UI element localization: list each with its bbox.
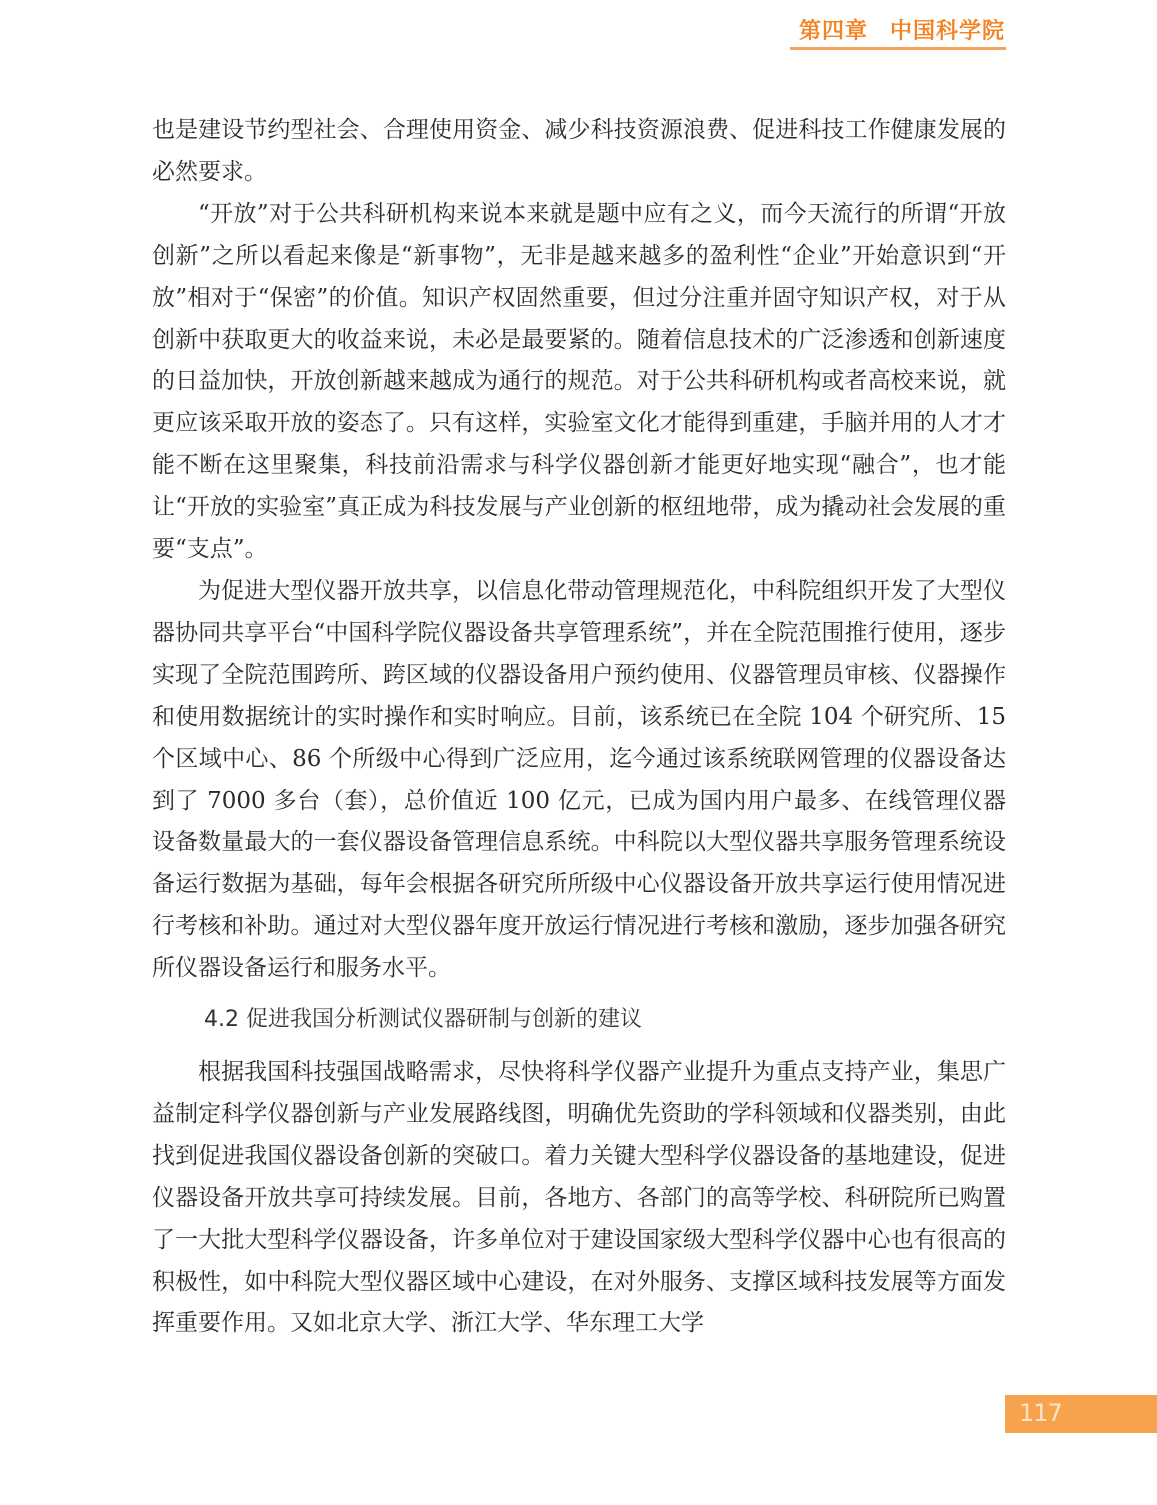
header-underline [790,47,1006,50]
paragraph: “开放”对于公共科研机构来说本来就是题中应有之义，而今天流行的所谓“开放创新”之所以看起来像是“新事物”，无非是越来越多的盈利性“企业”开始意识到“开放”相对于“保密”的价值。知识产权固然重要，但过分注重并固守知识产权，对于从创新中获取更大的收益来说，未必是最要紧的。随着信息技术的广泛渗透和创新速度的日益加快，开放创新越来越成为通行的规范。对于公共科研机构或者高校来说，就更应该采取开放的姿态了。只有这样，实验室文化才能得到重建，手脑并用的人才才能不断在这里聚集，科技前沿需求与科学仪器创新才能更好地实现“融合”，也才能让“开放的实验室”真正成为科技发展与产业创新的枢纽地带，成为撬动社会发展的重要“支点”。 [152,200,1006,563]
chapter-title: 中国科学院 [889,19,1005,44]
page-number: 117 [1019,1399,1062,1427]
chapter-header [799,14,1005,45]
chapter-label: 第四章 [798,19,868,44]
page-number-box [1005,1395,1157,1433]
paragraph: 为促进大型仪器开放共享，以信息化带动管理规范化，中科院组织开发了大型仪器协同共享平台“中国科学院仪器设备共享管理系统”，并在全院范围推行使用，逐步实现了全院范围跨所、跨区域的仪器设备用户预约使用、仪器管理员审核、仪器操作和使用数据统计的实时操作和实时响应。目前，该系统已在全院 104 个研究所、15 个区域中心、86 个所级中心得到广泛应用，迄今通过该系统联网管理的仪器设备达到了 7000 多台（套），总价值近 100 亿元，已成为国内用户最多、在线管理仪器设备数量最大的一套仪器设备管理信息系统。中科院以大型仪器共享服务管理系统设备运行数据为基础，每年会根据各研究所所级中心仪器设备开放共享运行使用情况进行考核和补助。通过对大型仪器年度开放运行情况进行考核和激励，逐步加强各研究所仪器设备运行和服务水平。 [152,577,1006,982]
body-text [152,110,1006,1345]
paragraph-continued: 也是建设节约型社会、合理使用资金、减少科技资源浪费、促进科技工作健康发展的必然要求。 [152,117,1006,185]
section-heading: 4.2 促进我国分析测试仪器研制与创新的建议 [204,1007,642,1033]
paragraph: 根据我国科技强国战略需求，尽快将科学仪器产业提升为重点支持产业，集思广益制定科学仪器创新与产业发展路线图，明确优先资助的学科领域和仪器类别，由此找到促进我国仪器设备创新的突破口。着力关键大型科学仪器设备的基地建设，促进仪器设备开放共享可持续发展。目前，各地方、各部门的高等学校、科研院所已购置了一大批大型科学仪器设备，许多单位对于建设国家级大型科学仪器中心也有很高的积极性，如中科院大型仪器区域中心建设，在对外服务、支撑区域科技发展等方面发挥重要作用。又如北京大学、浙江大学、华东理工大学 [152,1059,1006,1337]
